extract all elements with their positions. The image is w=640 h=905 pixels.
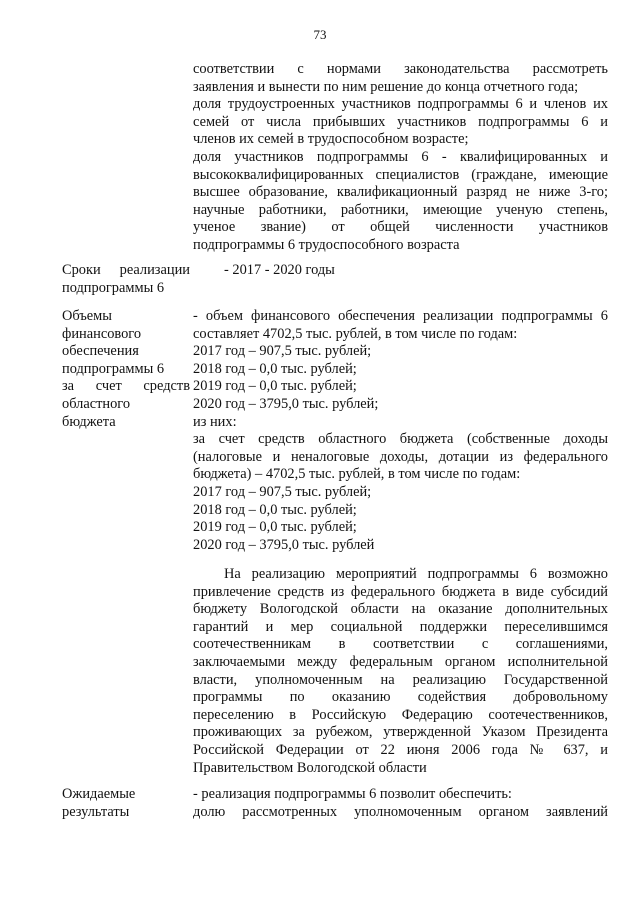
paragraph-line: соотечественникам в соответствии с соглашениями, bbox=[193, 636, 608, 653]
paragraph-line: гарантий и мер социальной поддержки переселившимся bbox=[193, 618, 608, 635]
funding-line: 2017 год – 907,5 тыс. рублей; bbox=[193, 483, 372, 500]
results-label bbox=[62, 786, 190, 821]
funding-line: (налоговые и неналоговые доходы, дотации из федерального bbox=[193, 448, 608, 465]
funding-label-line: финансового bbox=[62, 325, 142, 342]
results-label-line: Ожидаемые bbox=[62, 786, 136, 802]
funding-label-line: подпрограммы 6 bbox=[62, 360, 165, 377]
goals-text bbox=[193, 61, 608, 255]
goals-line: научные работники, работники, имеющие ученую степень, bbox=[193, 201, 608, 218]
funding-line: за счет средств областного бюджета (собственные доходы bbox=[193, 431, 608, 448]
goals-line: высококвалифицированных специалистов (граждане, имеющие bbox=[193, 166, 608, 183]
paragraph-line: проживающих за рубежом, утвержденной Указом Президента bbox=[193, 724, 608, 741]
funding-line: составляет 4702,5 тыс. рублей, в том числе по годам: bbox=[193, 325, 518, 342]
paragraph-line: заключаемыми между федеральным органом исполнительной bbox=[193, 653, 608, 670]
funding-line: 2020 год – 3795,0 тыс. рублей; bbox=[193, 395, 379, 412]
funding-line: из них: bbox=[193, 413, 237, 430]
goals-line: ученое звание) от общей численности участников bbox=[193, 219, 608, 236]
funding-line: 2018 год – 0,0 тыс. рублей; bbox=[193, 501, 357, 518]
goals-line: подпрограммы 6 трудоспособного возраста bbox=[193, 236, 460, 253]
results-label-line: результаты bbox=[62, 803, 130, 820]
paragraph-line: Российской Федерации от 22 июня 2006 года № 637, и bbox=[193, 741, 608, 758]
results-text bbox=[193, 786, 608, 821]
goals-line: семей от числа прибывших участников подпрограммы 6 и bbox=[193, 113, 608, 130]
paragraph-line: власти, уполномоченным на реализацию Государственной bbox=[193, 671, 608, 688]
paragraph-line: переселению в Российскую Федерацию соотечественников, bbox=[193, 706, 608, 723]
goals-line: заявления и вынести по ним решение до конца отчетного года; bbox=[193, 78, 579, 95]
terms-value-text: - 2017 - 2020 годы bbox=[224, 262, 335, 278]
goals-line: соответствии с нормами законодательства рассмотреть bbox=[193, 61, 608, 77]
paragraph-line: привлечение средств из федерального бюджета в виде субсидий bbox=[193, 583, 608, 600]
funding-label-line: бюджета bbox=[62, 413, 116, 430]
terms-label-line: Сроки реализации bbox=[62, 262, 190, 278]
goals-line: членов их семей в трудоспособном возрасте; bbox=[193, 131, 469, 148]
funding-line: 2019 год – 0,0 тыс. рублей; bbox=[193, 519, 357, 536]
funding-label-line: за счет средств bbox=[62, 378, 190, 395]
funding-line: 2020 год – 3795,0 тыс. рублей bbox=[193, 536, 375, 553]
results-line: - реализация подпрограммы 6 позволит обеспечить: bbox=[193, 786, 512, 802]
funding-line: - объем финансового обеспечения реализации подпрограммы 6 bbox=[193, 308, 608, 324]
terms-label bbox=[62, 262, 190, 297]
goals-line: доля трудоустроенных участников подпрограммы 6 и членов их bbox=[193, 96, 608, 113]
results-line: долю рассмотренных уполномоченным органом заявлений bbox=[193, 803, 608, 820]
goals-line: доля участников подпрограммы 6 - квалифицированных и bbox=[193, 148, 608, 165]
paragraph-line: бюджету Вологодской области на оказание дополнительных bbox=[193, 601, 608, 618]
funding-line: бюджета) – 4702,5 тыс. рублей, в том числе по годам: bbox=[193, 466, 521, 483]
funding-label bbox=[62, 308, 190, 431]
funding-label-line: обеспечения bbox=[62, 343, 139, 360]
funding-label-line: областного bbox=[62, 395, 131, 412]
paragraph-line: программы по оказанию содействия добровольному bbox=[193, 689, 608, 706]
goals-line: высшее образование, квалификационный разряд не ниже 3-го; bbox=[193, 184, 608, 201]
terms-value bbox=[224, 262, 608, 280]
terms-label-line: подпрограммы 6 bbox=[62, 279, 165, 296]
funding-label-line: Объемы bbox=[62, 308, 112, 324]
funding-line: 2019 год – 0,0 тыс. рублей; bbox=[193, 378, 357, 395]
federal-funding-paragraph bbox=[193, 566, 608, 777]
funding-line: 2017 год – 907,5 тыс. рублей; bbox=[193, 343, 372, 360]
funding-text bbox=[193, 308, 608, 554]
paragraph-line: На реализацию мероприятий подпрограммы 6 возможно bbox=[224, 566, 608, 582]
funding-line: 2018 год – 0,0 тыс. рублей; bbox=[193, 360, 357, 377]
page-number: 73 bbox=[313, 27, 327, 42]
paragraph-line: Правительством Вологодской области bbox=[193, 759, 427, 776]
